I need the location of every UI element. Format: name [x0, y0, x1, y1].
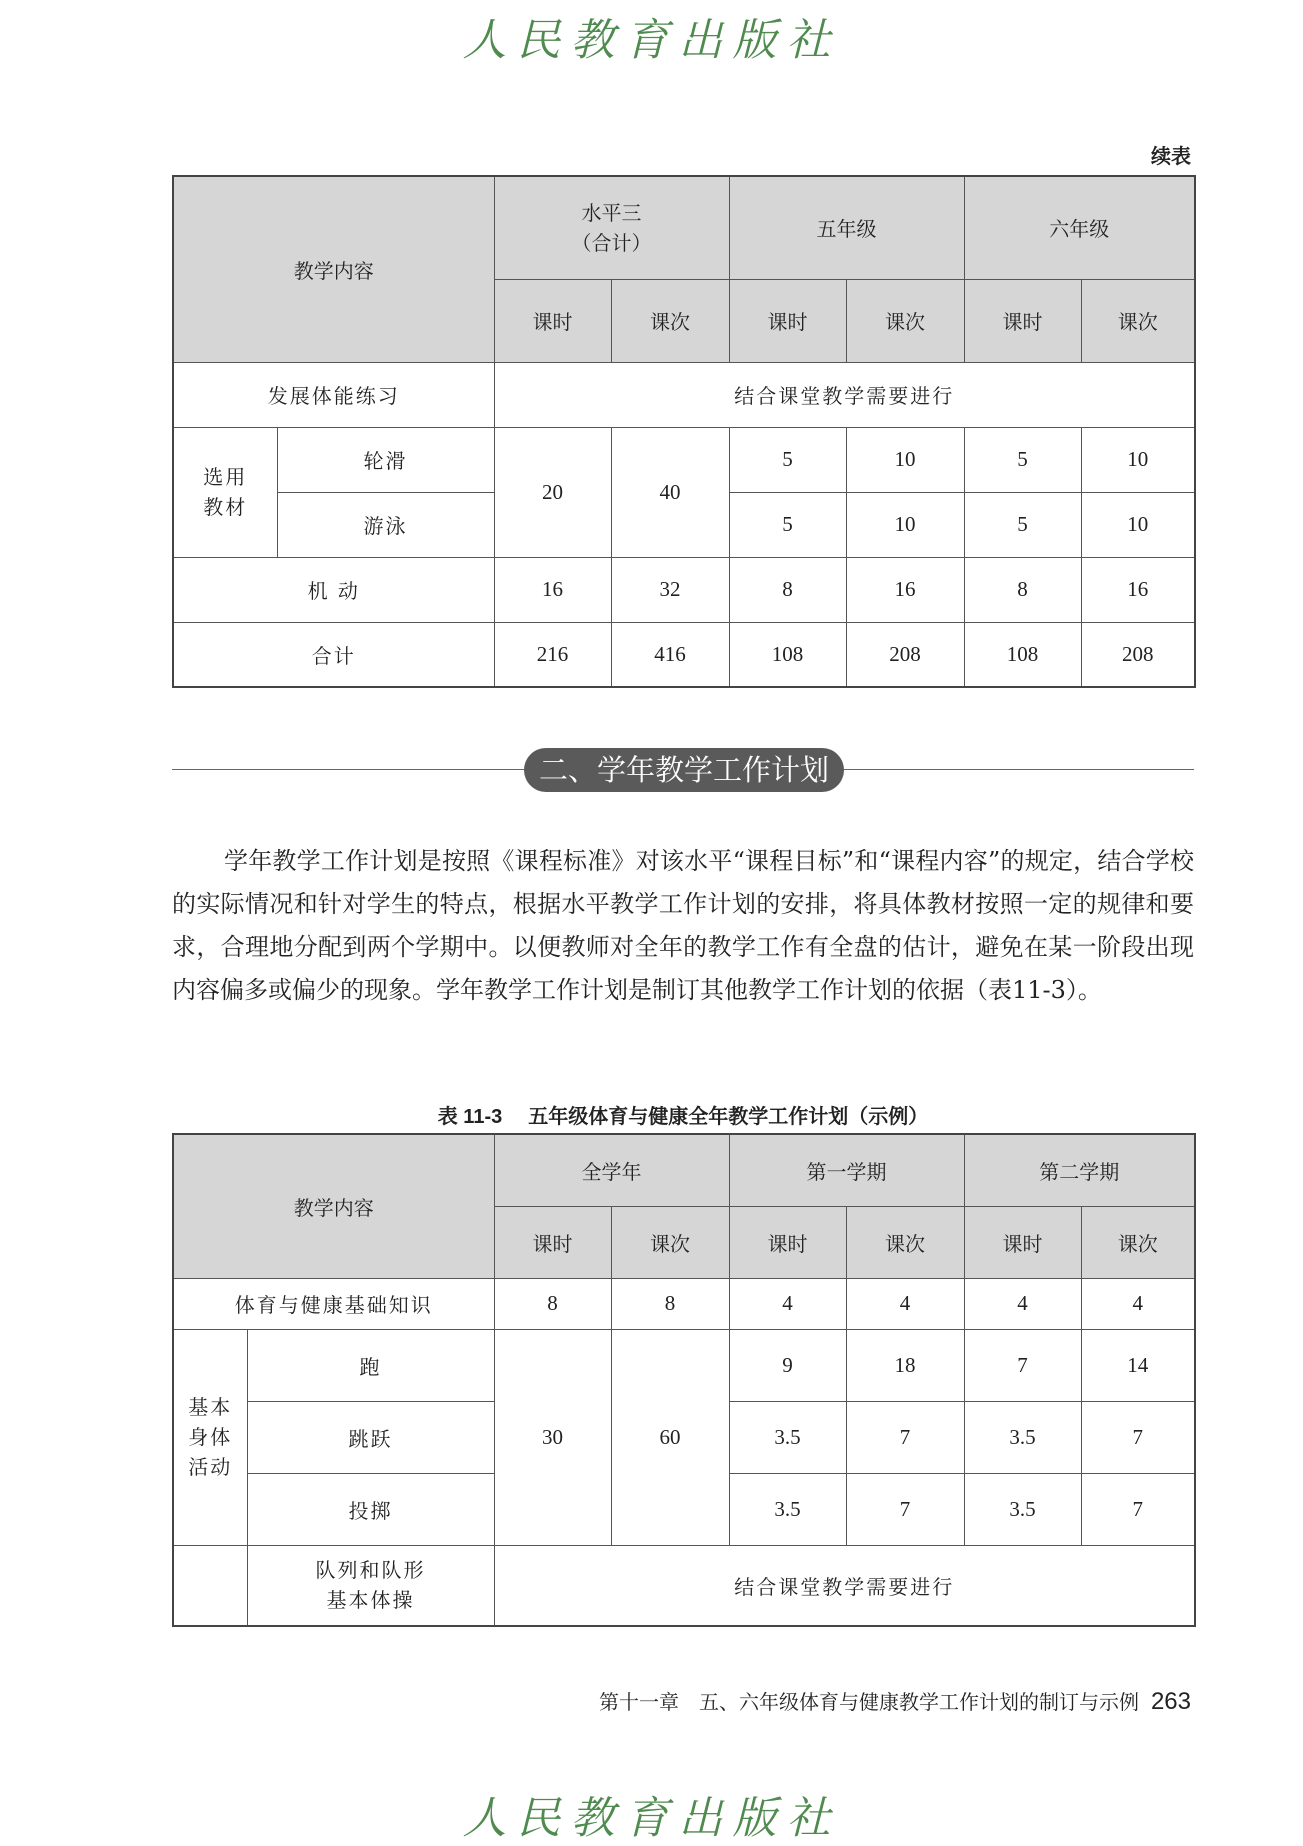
cell-value: 30 [494, 1329, 611, 1545]
body-paragraph: 学年教学工作计划是按照《课程标准》对该水平“课程目标”和“课程内容”的规定，结合学校的实际情况和针对学生的特点，根据水平教学工作计划的安排，将具体教材按照一定的规律和要求，合理地分配到两个学期中。以便教师对全年的教学工作有全盘的估计，避免在某一阶段出现内容偏多或偏少的现象。学年教学工作计划是制订其他教学工作计划的依据（表11-3）。 [172, 847, 1194, 1004]
publisher-logo-top: 人民教育出版社 [462, 15, 841, 66]
header-term1: 第一学期 [729, 1134, 964, 1206]
cell-value: 3.5 [964, 1473, 1081, 1545]
row-label: 合计 [173, 622, 494, 687]
cell-value: 5 [729, 427, 846, 492]
row-note: 结合课堂教学需要进行 [494, 362, 1195, 427]
group-label-optional: 选用 教材 [173, 427, 277, 557]
cell-value: 14 [1081, 1329, 1195, 1401]
header-sessions: 课次 [611, 1206, 729, 1278]
cell-value: 7 [964, 1329, 1081, 1401]
cell-value: 216 [494, 622, 611, 687]
cell-value: 8 [611, 1278, 729, 1329]
cell-value: 16 [846, 557, 964, 622]
table-row [173, 622, 1195, 687]
cell-value: 3.5 [729, 1401, 846, 1473]
cell-value: 416 [611, 622, 729, 687]
header-term2: 第二学期 [964, 1134, 1195, 1206]
cell-value: 7 [846, 1473, 964, 1545]
header-sessions: 课次 [846, 1206, 964, 1278]
section-heading [172, 748, 1194, 792]
cell-value: 108 [964, 622, 1081, 687]
header-content: 教学内容 [173, 1134, 494, 1278]
row-label: 体育与健康基础知识 [173, 1278, 494, 1329]
cell-value: 3.5 [964, 1401, 1081, 1473]
row-label: 跳跃 [247, 1401, 494, 1473]
annual-plan-table [172, 1133, 1196, 1627]
row-label: 发展体能练习 [173, 362, 494, 427]
header-hours: 课时 [964, 279, 1081, 362]
header-hours: 课时 [729, 1206, 846, 1278]
cell-value: 4 [964, 1278, 1081, 1329]
section-title: 二、学年教学工作计划 [524, 748, 844, 792]
cell-value: 3.5 [729, 1473, 846, 1545]
cell-value: 4 [729, 1278, 846, 1329]
table-caption-number: 表 11-3 [437, 1106, 503, 1128]
header-hours: 课时 [494, 1206, 611, 1278]
cell-value: 20 [494, 427, 611, 557]
cell-value: 4 [1081, 1278, 1195, 1329]
cell-value: 7 [1081, 1473, 1195, 1545]
cell-value: 7 [846, 1401, 964, 1473]
table-row [173, 362, 1195, 427]
header-content: 教学内容 [173, 176, 494, 362]
cell-value: 60 [611, 1329, 729, 1545]
header-sessions: 课次 [1081, 1206, 1195, 1278]
row-label: 游泳 [277, 492, 494, 557]
cell-value: 9 [729, 1329, 846, 1401]
empty-cell [173, 1545, 247, 1626]
continued-label: 续表 [1151, 144, 1191, 168]
header-sessions: 课次 [846, 279, 964, 362]
cell-value: 5 [964, 427, 1081, 492]
header-hours: 课时 [494, 279, 611, 362]
table-row [173, 1278, 1195, 1329]
publisher-logo-bottom: 人民教育出版社 [462, 1793, 841, 1844]
table-caption-title: 五年级体育与健康全年教学工作计划（示例） [528, 1104, 929, 1128]
cell-value: 16 [1081, 557, 1195, 622]
cell-value: 8 [729, 557, 846, 622]
header-hours: 课时 [964, 1206, 1081, 1278]
cell-value: 10 [846, 427, 964, 492]
cell-value: 5 [729, 492, 846, 557]
table-row [173, 1329, 1195, 1401]
cell-value: 40 [611, 427, 729, 557]
cell-value: 4 [846, 1278, 964, 1329]
table-row [173, 557, 1195, 622]
row-label: 跑 [247, 1329, 494, 1401]
cell-value: 5 [964, 492, 1081, 557]
cell-value: 10 [1081, 427, 1195, 492]
header-grade5: 五年级 [729, 176, 964, 279]
row-label: 轮滑 [277, 427, 494, 492]
cell-value: 208 [1081, 622, 1195, 687]
header-sessions: 课次 [611, 279, 729, 362]
row-label: 队列和队形 基本体操 [247, 1545, 494, 1626]
footer-chapter: 第十一章 五、六年级体育与健康教学工作计划的制订与示例 [598, 1690, 1139, 1714]
cell-value: 16 [494, 557, 611, 622]
cell-value: 7 [1081, 1401, 1195, 1473]
cell-value: 18 [846, 1329, 964, 1401]
header-sessions: 课次 [1081, 279, 1195, 362]
table-row [173, 1545, 1195, 1626]
cell-value: 10 [1081, 492, 1195, 557]
table-row [173, 427, 1195, 492]
cell-value: 32 [611, 557, 729, 622]
header-grade6: 六年级 [964, 176, 1195, 279]
cell-value: 108 [729, 622, 846, 687]
grade-plan-table-continued [172, 175, 1196, 688]
header-level-three: 水平三 （合计） [494, 176, 729, 279]
page-number: 263 [1150, 1688, 1191, 1715]
table-caption [172, 1100, 1194, 1129]
row-label: 机 动 [173, 557, 494, 622]
cell-value: 10 [846, 492, 964, 557]
group-label-basic: 基本 身体 活动 [173, 1329, 247, 1545]
row-label: 投掷 [247, 1473, 494, 1545]
page-footer [599, 1686, 1191, 1716]
cell-value: 8 [964, 557, 1081, 622]
cell-value: 8 [494, 1278, 611, 1329]
cell-value: 208 [846, 622, 964, 687]
row-note: 结合课堂教学需要进行 [494, 1545, 1195, 1626]
header-hours: 课时 [729, 279, 846, 362]
header-full-year: 全学年 [494, 1134, 729, 1206]
